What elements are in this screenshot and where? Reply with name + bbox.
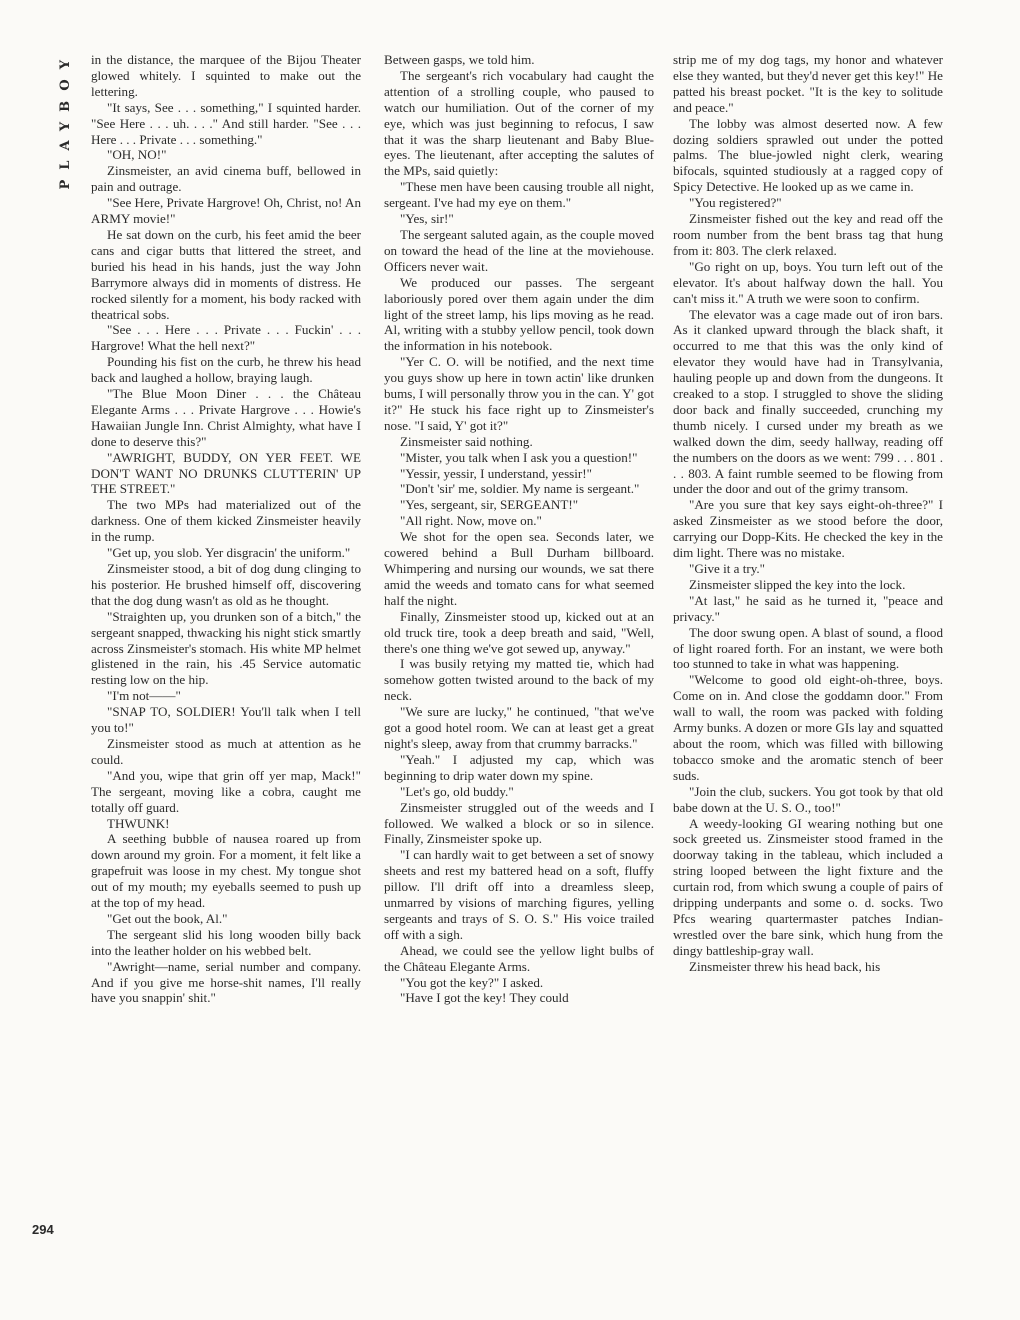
paragraph: The door swung open. A blast of sound, a flood of light roared forth. For an instant, we were both too stunned to take in what was happening. <box>673 624 943 672</box>
paragraph: He sat down on the curb, his feet amid the beer cans and cigar butts that littered the street, and buried his head in his hands, just the way John Barrymore always did in moments of distress. He rocked silently for a moment, his body racked with theatrical sobs. <box>91 226 361 322</box>
text-column-1 <box>91 52 361 1248</box>
paragraph: "Don't 'sir' me, soldier. My name is sergeant." <box>400 481 640 497</box>
paragraph: "Are you sure that key says eight-oh-three?" I asked Zinsmeister as we stood before the door, carrying our Dopp-Kits. He checked the key in the dim light. There was no mistake. <box>673 497 943 561</box>
paragraph: "These men have been causing trouble all night, sergeant. I've had my eye on them." <box>384 179 654 211</box>
paragraph: THWUNK! <box>107 815 170 831</box>
paragraph: "We sure are lucky," he continued, "that we've got a good hotel room. We can at least get a great night's sleep, away from that crummy barracks." <box>384 704 654 751</box>
paragraph: "Yeah." I adjusted my cap, which was beginning to drip water down my spine. <box>384 751 654 783</box>
paragraph: "And you, wipe that grin off yer map, Mack!" The sergeant, moving like a cobra, caught me totally off guard. <box>91 767 361 815</box>
paragraph: The elevator was a cage made out of iron bars. As it clanked upward through the black shaft, it occurred to me that this was the only kind of elevator they would have had in Transylvania, hauling people up and down from the dungeons. It creaked to a stop. I struggled to shove the sliding door back and finally succeeded, crunching my thumb nicely. I cursed under my breath as we walked down the dim, seedy hallway, reading off the numbers on the doors as we went: 799 . . . 801 . . . 803. A faint rumble seemed to be flowing from under the door and out of the grimy transom. <box>673 306 943 497</box>
paragraph: The two MPs had materialized out of the darkness. One of them kicked Zinsmeister heavily in the rump. <box>91 497 361 545</box>
paragraph: "Yer C. O. will be notified, and the next time you guys show up here in town actin' like drunken bums, I will personally throw you in the can. Y' got it?" He stuck his face right up to Zinsmeister's nose. "I said, Y' got it?" <box>384 354 654 433</box>
paragraph: "Mister, you talk when I ask you a question!" <box>400 449 638 465</box>
text-column-2 <box>384 52 654 1248</box>
paragraph: The sergeant's rich vocabulary had caught the attention of a strolling couple, who paused to watch our humiliation. Out of the corner of my eye, which was just beginning to refocus, I saw that it was the sharp lieutenant and Baby Blue-eyes. The lieutenant, after accepting the salutes of the MPs, said quietly: <box>384 67 654 179</box>
paragraph: "Yessir, yessir, I understand, yessir!" <box>400 465 592 481</box>
paragraph: "Awright—name, serial number and company. And if you give me horse-shit names, I'll really have you snappin' shit." <box>91 958 361 1006</box>
paragraph: Finally, Zinsmeister stood up, kicked out at an old truck tire, took a deep breath and said, "Well, there's one thing we've got sewed up, anyway." <box>384 608 654 656</box>
paragraph: in the distance, the marquee of the Bijou Theater glowed whitely. I squinted to make out the lettering. <box>91 52 361 99</box>
paragraph: Pounding his fist on the curb, he threw his head back and laughed a hollow, braying laugh. <box>91 354 361 386</box>
paragraph: "See Here, Private Hargrove! Oh, Christ, no! An ARMY movie!" <box>91 195 361 227</box>
paragraph: "At last," he said as he turned it, "peace and privacy." <box>673 592 943 624</box>
paragraph: We shot for the open sea. Seconds later, we cowered behind a Bull Durham billboard. Whimpering and nursing our wounds, we sat there amid the weeds and tomato cans for what seemed half the night. <box>384 529 654 608</box>
paragraph: Zinsmeister fished out the key and read off the room number from the bent brass tag that hung from it: 803. The clerk relaxed. <box>673 211 943 258</box>
paragraph: The lobby was almost deserted now. A few dozing soldiers sprawled out under the potted palms. The blue-jowled night clerk, wearing bifocals, squinted studiously at a ragged copy of Spicy Detective. He looked up as we came in. <box>673 115 943 195</box>
paragraph: "You registered?" <box>689 195 782 211</box>
magazine-masthead: PLAYBOY <box>58 50 73 190</box>
paragraph: Between gasps, we told him. <box>384 52 535 67</box>
paragraph: Ahead, we could see the yellow light bulbs of the Château Elegante Arms. <box>384 942 654 974</box>
paragraph: Zinsmeister stood as much at attention as he could. <box>91 735 361 767</box>
paragraph: I was busily retying my matted tie, which had somehow gotten twisted around to the back of my neck. <box>384 656 654 704</box>
paragraph: "Join the club, suckers. You got took by that old babe down at the U. S. O., too!" <box>673 783 943 815</box>
paragraph: "Get up, you slob. Yer disgracin' the uniform." <box>107 545 351 561</box>
paragraph: Zinsmeister, an avid cinema buff, bellowed in pain and outrage. <box>91 163 361 195</box>
page-number: 294 <box>32 1222 54 1237</box>
paragraph: "SNAP TO, SOLDIER! You'll talk when I tell you to!" <box>91 704 361 736</box>
paragraph: "I'm not——" <box>107 688 181 704</box>
paragraph: "Have I got the key! They could <box>400 990 569 1006</box>
paragraph: "Yes, sir!" <box>400 211 454 227</box>
paragraph: Zinsmeister slipped the key into the lock. <box>689 576 906 592</box>
paragraph: "Get out the book, Al." <box>107 910 228 926</box>
paragraph: The sergeant saluted again, as the couple moved on toward the head of the line at the moviehouse. Officers never wait. <box>384 226 654 274</box>
paragraph: We produced our passes. The sergeant laboriously pored over them again under the dim light of the street lamp, his lips moving as he read. Al, writing with a stubby yellow pencil, took down the information in his notebook. <box>384 274 654 354</box>
paragraph: "You got the key?" I asked. <box>400 974 544 990</box>
paragraph: "See . . . Here . . . Private . . . Fuckin' . . . Hargrove! What the hell next?" <box>91 322 361 354</box>
paragraph: Zinsmeister stood, a bit of dog dung clinging to his posterior. He brushed himself off, discovering that the dog dung wasn't as old as he thought. <box>91 561 361 608</box>
paragraph: Zinsmeister struggled out of the weeds and I followed. We walked a block or so in silence. Finally, Zinsmeister spoke up. <box>384 799 654 847</box>
paragraph: "The Blue Moon Diner . . . the Château Elegante Arms . . . Private Hargrove . . . Howie's Hawaiian Jungle Inn. Christ Almighty, what have I done to deserve this?" <box>91 386 361 449</box>
paragraph: "Welcome to good old eight-oh-three, boys. Come on in. And close the goddamn door." From wall to wall, the room was packed with folding Army bunks. A dozen or more GIs lay and squatted about the room, which was filled with billowing tobacco smoke and the aromatic stench of beer suds. <box>673 672 943 783</box>
paragraph: "Let's go, old buddy." <box>400 783 514 799</box>
paragraph: A seething bubble of nausea roared up from down around my groin. For a moment, it felt like a grapefruit was loose in my chest. My tongue shot out of my mouth; my eyeballs seemed to push up at the top of my head. <box>91 831 361 911</box>
paragraph: Zinsmeister said nothing. <box>400 433 533 449</box>
paragraph: "Yes, sergeant, sir, SERGEANT!" <box>400 497 579 513</box>
paragraph: "Straighten up, you drunken son of a bitch," the sergeant snapped, thwacking his night stick smartly across Zinsmeister's stomach. His white MP helmet glistened in the rain, his .45 Service automatic resting low on the hip. <box>91 608 361 688</box>
paragraph: The sergeant slid his long wooden billy back into the leather holder on his webbed belt. <box>91 926 361 958</box>
paragraph: "I can hardly wait to get between a set of snowy sheets and rest my battered head on a soft, fluffy pillow. I'll drift off into a dreamless sleep, unmarred by visions of marching figures, yelling sergeants and trays of S. O. S." His voice trailed off with a sigh. <box>384 847 654 942</box>
paragraph: Zinsmeister threw his head back, his <box>689 958 881 974</box>
paragraph: "Give it a try." <box>689 561 766 576</box>
paragraph: "OH, NO!" <box>107 147 167 163</box>
paragraph: "AWRIGHT, BUDDY, ON YER FEET. WE DON'T WANT NO DRUNKS CLUTTERIN' UP THE STREET." <box>91 449 361 497</box>
paragraph: "It says, See . . . something," I squinted harder. "See Here . . . uh. . . ." And still harder. "See . . . Here . . . Private . . . something." <box>91 99 361 147</box>
paragraph: A weedy-looking GI wearing nothing but one sock greeted us. Zinsmeister stood framed in the doorway taking in the tableau, which included a string looped between the light fixture and the curtain rod, from which swung a couple of pairs of dripping underpants and some o. d. socks. Two Pfcs wearing quartermaster patches Indian-wrestled over the bare sink, which hung from the dingy battleship-gray wall. <box>673 815 943 958</box>
text-column-3 <box>673 52 943 1248</box>
paragraph: strip me of my dog tags, my honor and whatever else they wanted, but they'd never get this key!" He patted his breast pocket. "It is the key to solitude and peace." <box>673 52 943 115</box>
paragraph: "Go right on up, boys. You turn left out of the elevator. It's about halfway down the hall. You can't miss it." A truth we were soon to confirm. <box>673 258 943 306</box>
paragraph: "All right. Now, move on." <box>400 513 542 529</box>
